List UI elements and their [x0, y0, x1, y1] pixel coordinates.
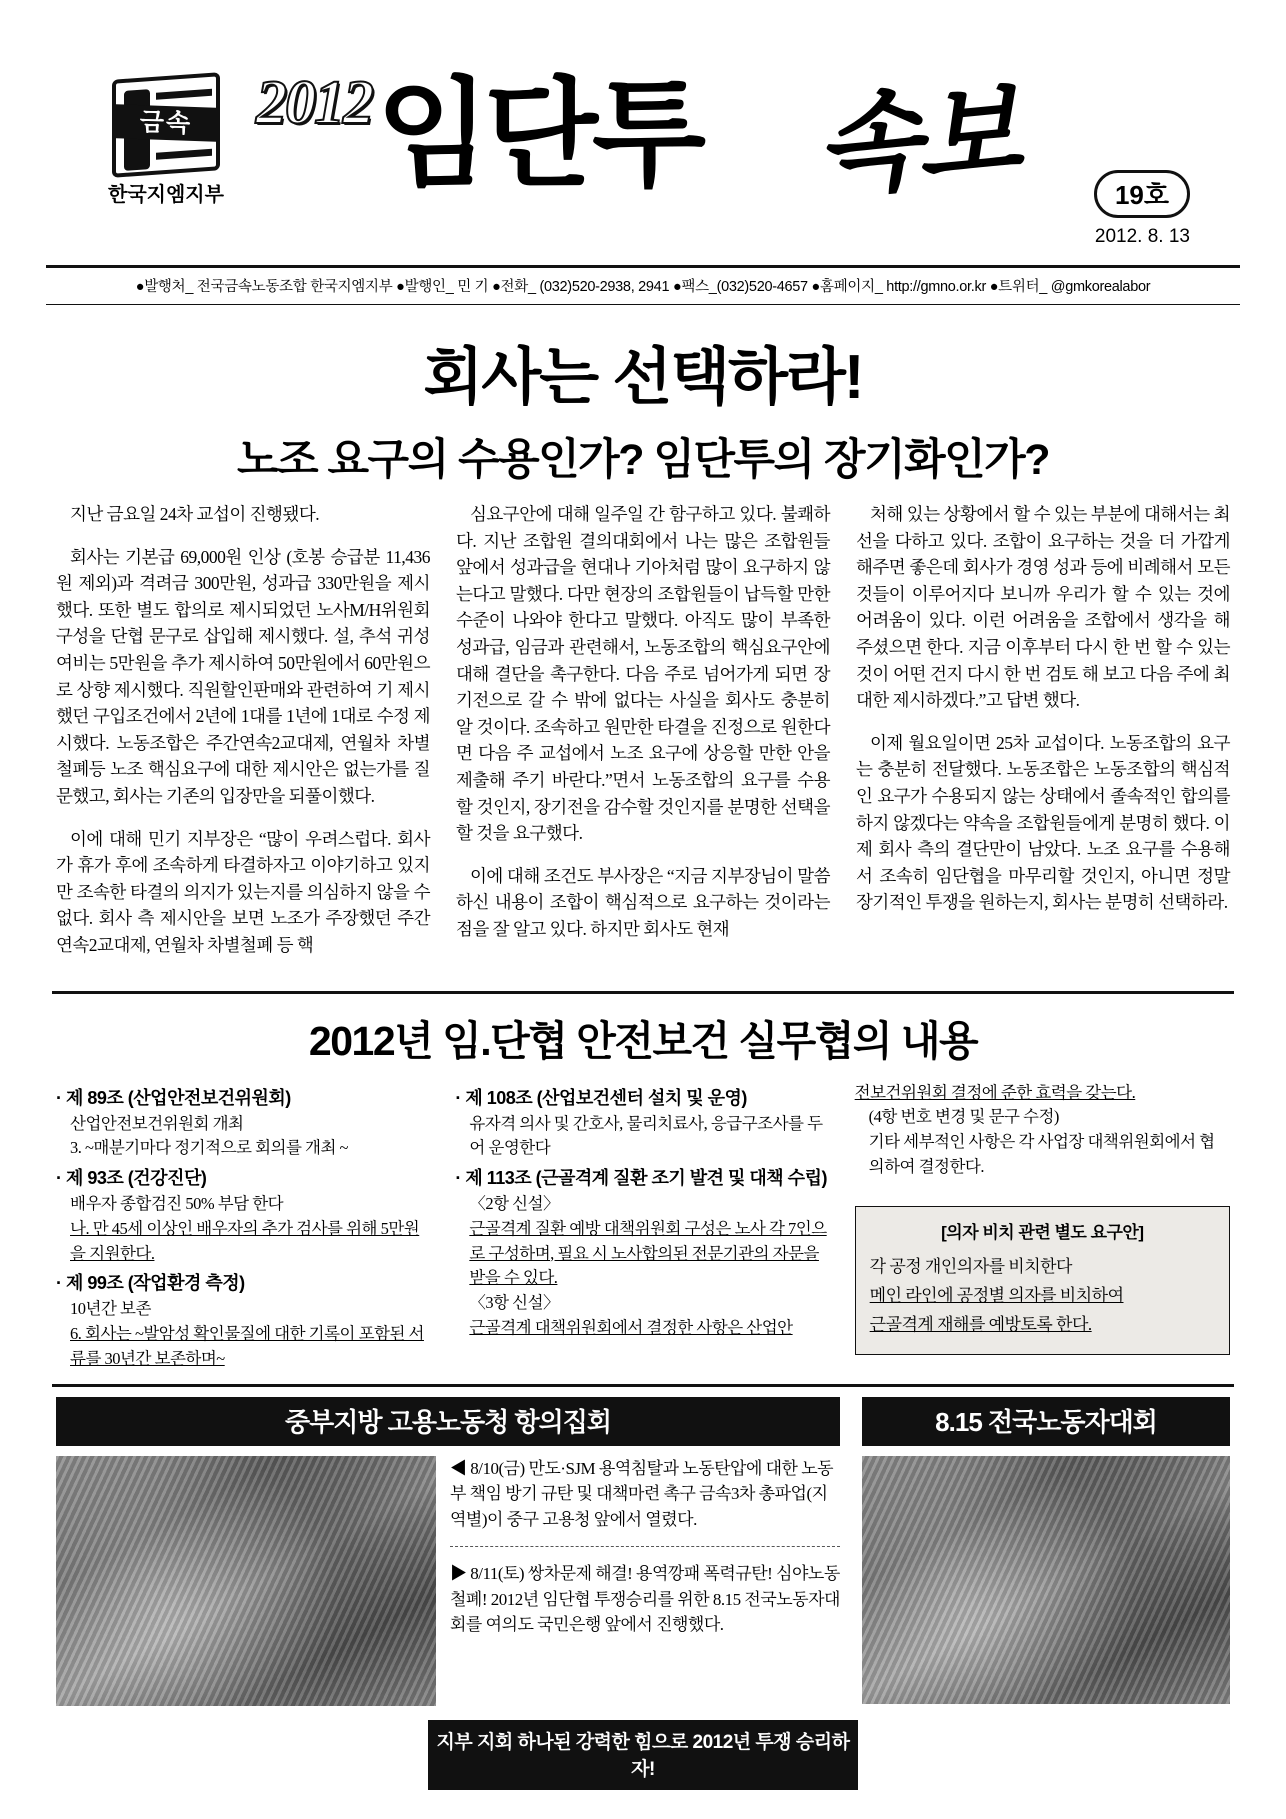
clause-detail: 근골격계 대책위원회에서 결정한 사항은 산업안: [469, 1317, 793, 1337]
rally-photo-2: [862, 1456, 1230, 1704]
photo-caption-1: ◀ 8/10(금) 만도·SJM 용역침탈과 노동탄압에 대한 노동부 책임 방기 규탄 및 대책마련 촉구 금속3차 총파업(지역별)이 중구 고용청 앞에서 열렸다.: [450, 1458, 834, 1529]
clause-heading: · 제 108조 (산업보건센터 설치 및 운영): [455, 1087, 747, 1108]
logo-caption: 한국지엠지부: [108, 184, 224, 206]
masthead-title-sub: 속보: [811, 70, 1022, 209]
article-column-2: [456, 501, 830, 975]
clause-heading: · 제 113조 (근골격계 질환 조기 발견 및 대책 수립): [455, 1168, 827, 1188]
article-columns: [46, 501, 1240, 975]
paragraph: 심요구안에 대해 일주일 간 함구하고 있다. 불쾌하다. 지난 조합원 결의대회에서 나는 많은 조합원들 앞에서 성과급을 현대나 기아처럼 많이 요구하지 않는다고 말했다. 다만 현장의 조합원들이 납득할 만한 수준이 나와야 한다고 말했다. 아직도 많이 부족한 성과급, 임금과 관련해서, 노동조합의 핵심요구안에 대해 결단을 촉구한다. 다음 주로 넘어가게 되면 장기전으로 갈 수 밖에 없다는 사실을 회사도 충분히 알 것이다. 조속하고 원만한 타결을 진정으로 원한다면 다음 주 교섭에서 노조 요구에 상응할 만한 안을 제출해 주기 바란다.”면서 노동조합의 요구를 수용할 것인지, 장기전을 감수할 것인지를 분명한 선택을 할 것을 요구했다.: [456, 504, 830, 844]
photo-panel-left-title: 중부지방 고용노동청 항의집회: [56, 1397, 840, 1446]
clause-heading: · 제 89조 (산업안전보건위원회): [56, 1087, 291, 1108]
protest-photo-1: [56, 1456, 436, 1706]
clause-detail: (4항 번호 변경 및 문구 수정): [868, 1107, 1059, 1127]
clause-detail: 유자격 의사 및 간호사, 물리치료사, 응급구조사를 두어 운영한다: [469, 1113, 823, 1158]
photo-captions: [450, 1456, 840, 1706]
photo-section: [46, 1387, 1240, 1706]
extra-demand-line: 근골격계 재해를 예방토록 한다.: [869, 1315, 1092, 1335]
paragraph: 회사는 기본급 69,000원 인상 (호봉 승급분 11,436원 제외)과 격려금 300만원, 성과급 330만원을 제시했다. 또한 별도 합의로 제시되었던 노사M/H위원회 구성을 단협 문구로 삽입해 제시했다. 설, 추석 귀성여비는 5만원을 추가 제시하여 50만원에서 60만원으로 상향 제시했다. 직원할인판매와 관련하여 기 제시했던 구입조건에서 2년에 1대를 1년에 1대로 수정 제시했다. 노동조합은 주간연속2교대제, 연월차 차별 철폐등 노조 핵심요구에 대한 제시안은 없는가를 질문했고, 회사는 기존의 입장만을 되풀이했다.: [56, 546, 430, 806]
headline-secondary: 노조 요구의 수용인가? 임단투의 장기화인가?: [236, 436, 1049, 484]
paragraph: 이제 월요일이면 25차 교섭이다. 노동조합의 요구는 충분히 전달했다. 노동조합은 노동조합의 핵심적인 요구가 수용되지 않는 상태에서 졸속적인 합의를 하지 않겠다는 약속을 조합원들에게 분명히 했다. 이제 회사 측의 결단만이 남았다. 노조 요구를 수용해서 조속히 임단협을 마무리할 것인지, 아니면 정말 장기적인 투쟁을 원하는지, 회사는 분명히 선택하라.: [856, 732, 1230, 913]
extra-demand-line: 메인 라인에 공정별 의자를 비치하여: [869, 1286, 1124, 1306]
clause-detail: 나. 만 45세 이상인 배우자의 추가 검사를 위해 5만원을 지원한다.: [70, 1218, 420, 1263]
section-divider: [52, 991, 1234, 994]
masthead: [46, 28, 1240, 247]
clause-detail: 6. 회사는 ~발암성 확인물질에 대한 기록이 포함된 서류를 30년간 보존하며~: [70, 1324, 424, 1368]
masthead-year: 2012: [256, 69, 372, 137]
clause-detail: 기타 세부적인 사항은 각 사업장 대책위원회에서 협의하여 결정한다.: [868, 1132, 1215, 1176]
clause-detail: 전보건위원회 결정에 준한 효력을 갖는다.: [854, 1082, 1136, 1102]
paragraph: 처해 있는 상황에서 할 수 있는 부분에 대해서는 최선을 다하고 있다. 조합이 요구하는 것을 더 가깝게 해주면 좋은데 회사가 경영 성과 등에 비례해서 모든 것들이 이루어지다 보니까 우리가 할 수 있는 것에 어려움이 있다. 이런 어려움을 조합에서 생각을 해 주셨으면 한다. 지금 이후부터 다시 한 번 할 수 있는 것이 어떤 건지 다시 한 번 검토 해 보고 다음 주에 최대한 제시하겠다.”고 답변 했다.: [856, 504, 1230, 711]
clause-detail: 근골격계 질환 예방 대책위원회 구성은 노사 각 7인으로 구성하며, 필요 시 노사합의된 전문기관의 자문을 받을 수 있다.: [469, 1218, 827, 1288]
caption-divider: [450, 1546, 840, 1547]
clause-heading: · 제 99조 (작업환경 측정): [56, 1273, 245, 1294]
article-column-1: [56, 501, 430, 975]
clause-detail: 배우자 종합검진 50% 부담 한다: [70, 1194, 284, 1213]
masthead-title-main: 임단투: [376, 69, 700, 201]
section2-title: 2012년 임.단협 안전보건 실무협의 내용: [308, 1017, 978, 1064]
publisher-contact-bar: ●발행처_ 전국금속노동조합 한국지엠지부 ●발행인_ 민 기 ●전화_ (032)520-2938, 2941 ●팩스_(032)520-4657 ●홈페이지_ http://gmno.or.kr ●트위터_ @gmkorealabor: [46, 265, 1240, 305]
extra-demand-box: [855, 1206, 1230, 1356]
issue-date: 2012. 8. 13: [1094, 226, 1190, 247]
clause-detail: 〈2항 신설〉: [469, 1194, 560, 1213]
photo-caption-2: ▶ 8/11(토) 쌍차문제 해결! 용역깡패 폭력규탄! 심야노동철폐! 2012년 임단협 투쟁승리를 위한 8.15 전국노동자대회를 여의도 국민은행 앞에서 진행했다.: [450, 1564, 840, 1634]
article-column-3: [856, 501, 1230, 975]
headline-primary: 회사는 선택하라!: [423, 343, 863, 412]
fist-emblem-icon: [112, 72, 220, 178]
extra-demand-line: 각 공정 개인의자를 비치한다: [869, 1257, 1072, 1277]
clause-detail: 10년간 보존: [70, 1299, 151, 1319]
paragraph: 이에 대해 조건도 부사장은 “지금 지부장님이 말씀하신 내용이 조합이 핵심적으로 요구하는 것이라는 점을 잘 알고 있다. 하지만 회사도 현재: [456, 865, 830, 939]
paragraph: 이에 대해 민기 지부장은 “많이 우려스럽다. 회사가 휴가 후에 조속하게 타결하자고 이야기하고 있지만 조속한 타결의 의지가 있는지를 의심하지 않을 수 없다. 회사 측 제시안을 보면 노조가 주장했던 주간연속2교대제, 연월차 차별철폐 등 핵: [56, 828, 430, 955]
union-logo: [96, 76, 236, 207]
clause-detail: 3. ~매분기마다 정기적으로 회의를 개최 ~: [70, 1138, 348, 1158]
footer-area: [46, 1720, 1240, 1778]
clause-heading: · 제 93조 (건강진단): [56, 1168, 207, 1188]
extra-demand-title: [의자 비치 관련 별도 요구안]: [941, 1222, 1144, 1242]
section2-column-2: [455, 1081, 830, 1372]
clause-detail: 산업안전보건위원회 개최: [70, 1113, 244, 1133]
photo-panel-right-title: 8.15 전국노동자대회: [862, 1397, 1230, 1446]
section2-column-3: [855, 1081, 1230, 1372]
clause-detail: 〈3항 신설〉: [469, 1293, 560, 1312]
logo-badge-text: 금속: [139, 108, 193, 138]
issue-number-badge: 19호: [1094, 170, 1190, 218]
paragraph: 지난 금요일 24차 교섭이 진행됐다.: [70, 504, 320, 524]
photo-panel-left: [56, 1397, 840, 1706]
section2-columns: [46, 1081, 1240, 1372]
section2-column-1: [56, 1081, 431, 1372]
photo-panel-right: [862, 1397, 1230, 1706]
footer-slogan: 지부 지회 하나된 강력한 힘으로 2012년 투쟁 승리하자!: [428, 1720, 858, 1790]
